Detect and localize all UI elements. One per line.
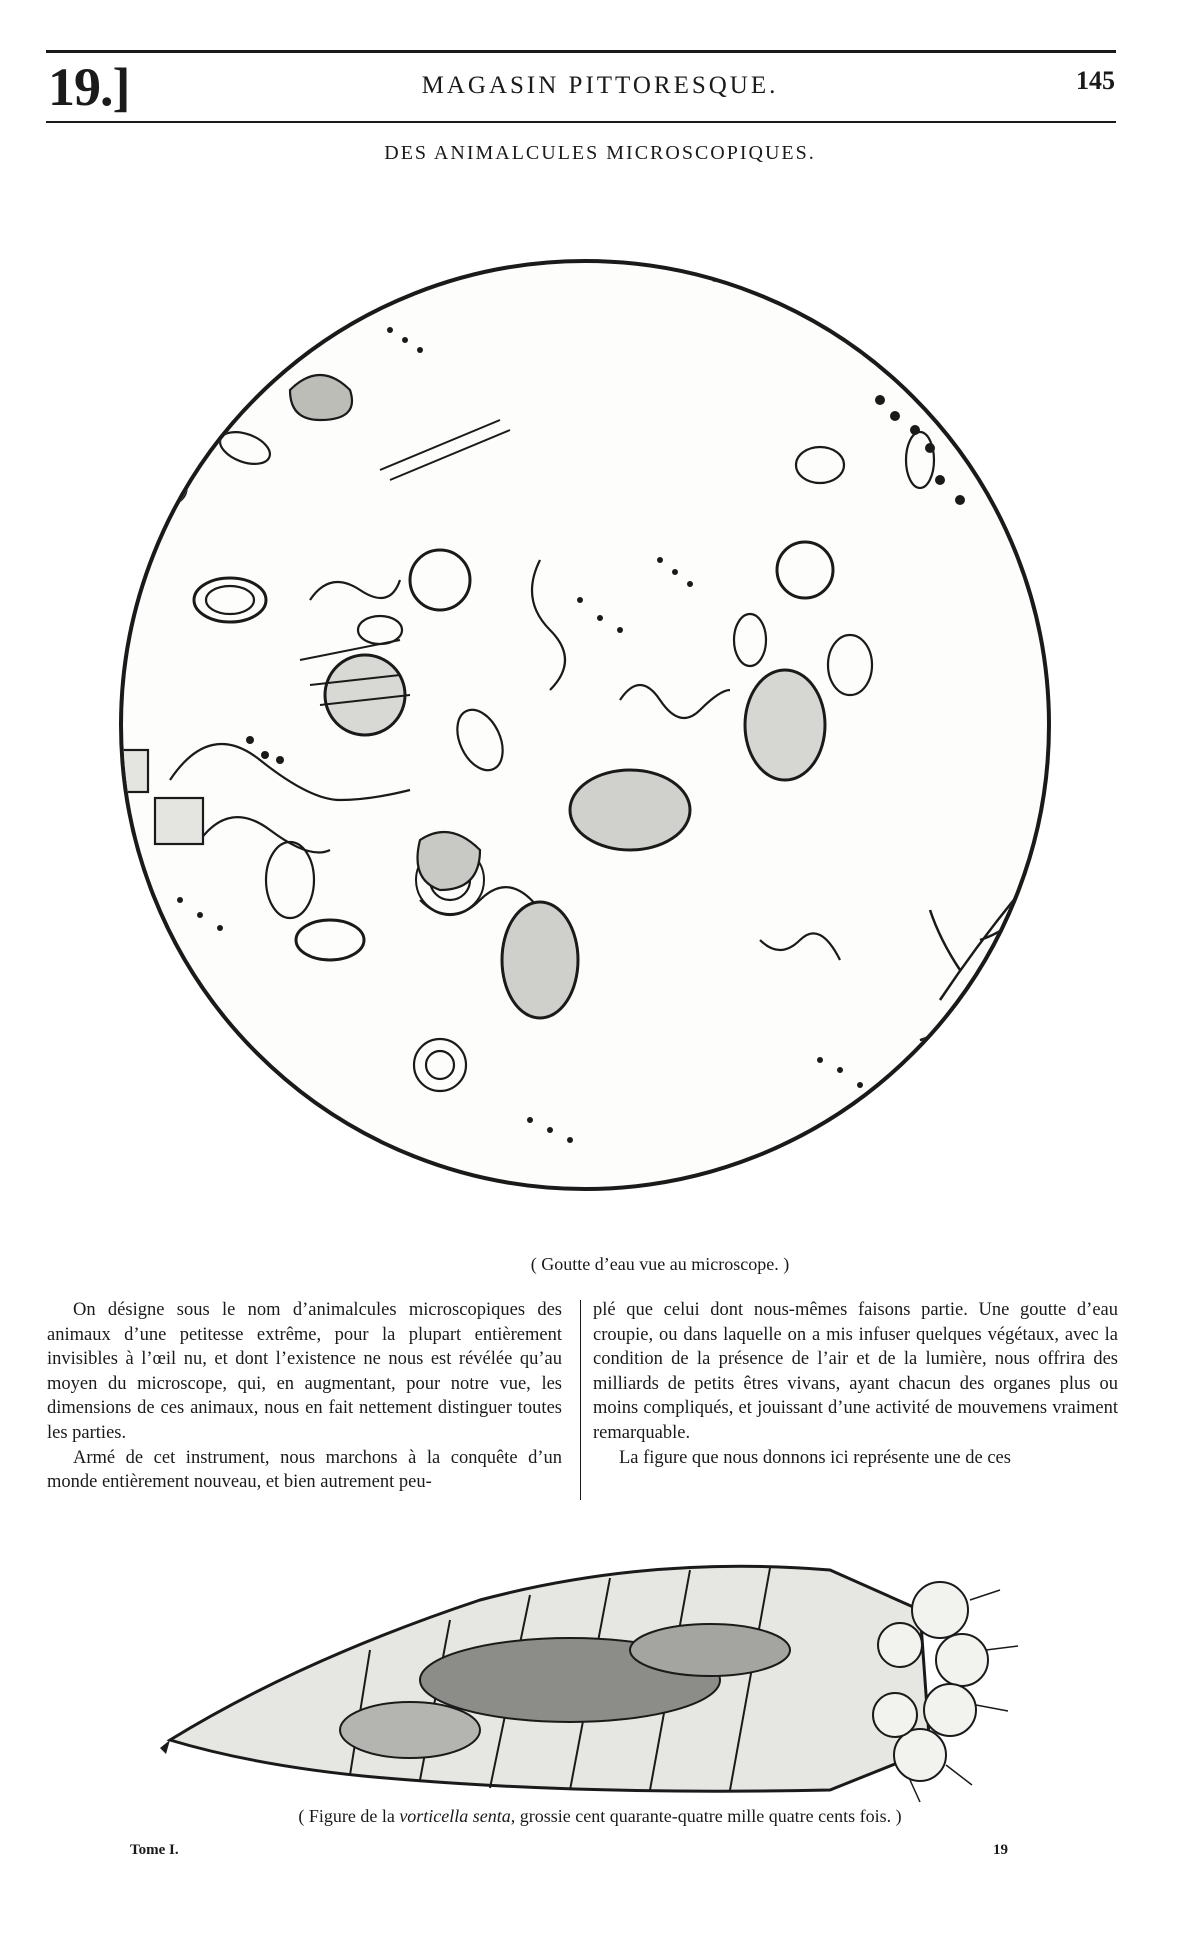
ciliate-organism-shape [570,770,690,850]
paragraph: On désigne sous le nom d’animalcules microscopiques des animaux d’une petitesse extrême, pour la plupart entièrement invisibles à l’œil nu, et dont l’existence ne nous est révélée qu’au moyen du microscope, qui, en augmentant, pour notre vue, les dimensions de ces animaux, nous en fait nettement distinguer toutes les parties. [47,1300,562,1443]
figure-1-caption: ( Goutte d’eau vue au microscope. ) [530,1254,790,1274]
diatom-stack-shape [445,212,487,248]
diatom-stack-shape [155,798,203,844]
paragraph: La figure que nous donnons ici représente une de ces [619,1447,1011,1468]
specimen-inner-organ [630,1624,790,1676]
ciliate-organism-shape [502,902,578,1018]
text-column-right [593,1298,1118,1470]
amoeba-shape [130,357,198,425]
microscope-field-circle [121,261,1049,1189]
specimen-lobe [924,1684,976,1736]
volume-label: Tome I. [130,1842,179,1858]
paragraph: Armé de cet instrument, nous marchons à la conquête d’un monde entièrement nouveau, et bien autrement peu- [47,1447,562,1493]
column-divider [580,1300,581,1500]
specimen-inner-organ [340,1702,480,1758]
figure-2-caption [0,1806,1200,1827]
ciliate-organism-shape [745,670,825,780]
species-name: vorticella senta, [399,1806,516,1826]
segmented-strip-shape [290,202,520,275]
page-number: 145 [1076,66,1115,95]
specimen-lobe [873,1693,917,1737]
issue-number: 19.] [48,57,130,117]
ciliate-organism-shape [325,655,405,735]
microscope-drop-illustration [60,180,1110,1270]
paragraph: plé que celui dont nous-mêmes faisons partie. Une goutte d’eau croupie, ou dans laquelle on a mis infuser quelques végétaux, avec la condition de la présence de l’air et de la lumière, nous offrira des milliards de petits êtres vivans, ayant chacun des organes plus ou moins compliqués, et jouissant d’une activité de mouvemens vraiment remarquable. [593,1300,1118,1443]
caption-suffix: grossie cent quarante-quatre mille quatre cents fois. ) [515,1806,902,1826]
header-bottom-rule [46,121,1116,123]
caption-prefix: ( Figure de la [298,1806,400,1826]
specimen-lobe [912,1582,968,1638]
specimen-tail [160,1740,170,1754]
header-top-rule [46,50,1116,53]
article-title: DES ANIMALCULES MICROSCOPIQUES. [384,142,816,164]
diatom-stack-shape [108,750,148,792]
vorticella-senta-illustration [150,1540,1050,1805]
text-column-left [47,1298,562,1495]
masthead: MAGASIN PITTORESQUE. [421,72,779,99]
printer-signature: 19 [993,1842,1008,1858]
amoeba-shape [100,455,187,512]
specimen-lobe [878,1623,922,1667]
specimen-lobe [936,1634,988,1686]
